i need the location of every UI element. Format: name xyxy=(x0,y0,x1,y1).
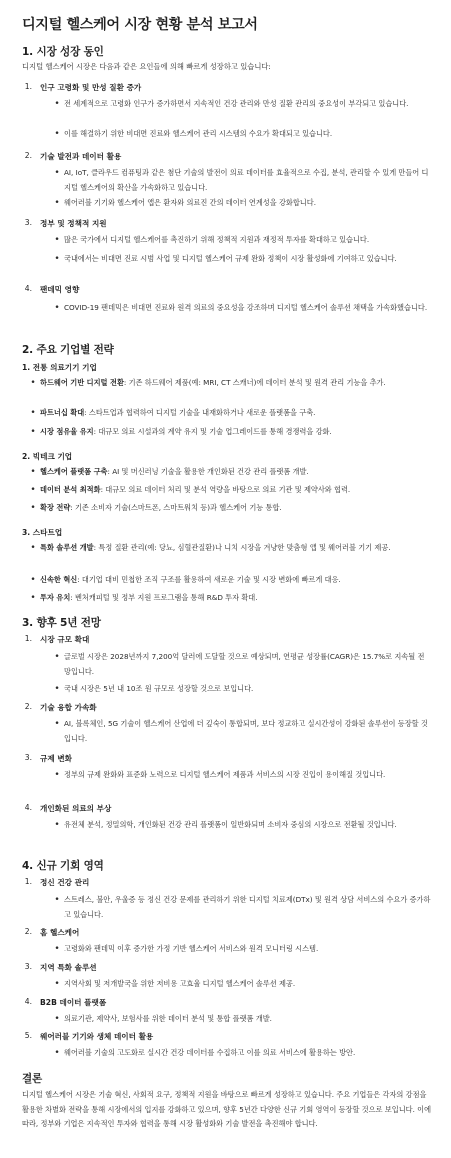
list-item: • 의료기관, 제약사, 보험사를 위한 데이터 분석 및 통합 플랫폼 개발. xyxy=(50,1012,431,1027)
section-intro: 디지털 헬스케어 시장은 다음과 같은 요인들에 의해 빠르게 성장하고 있습니다: xyxy=(22,62,271,71)
list-item: • AI, 블록체인, 5G 기술이 헬스케어 산업에 더 깊숙이 통합되며, 보다 정교하고 실시간성이 강화된 솔루션이 등장할 것입니다. xyxy=(50,717,431,746)
list-item: • 지역사회 및 저개발국을 위한 저비용 고효율 디지털 헬스케어 솔루션 제공. xyxy=(50,977,431,992)
list-item: • 데이터 분석 최적화: 대규모 의료 데이터 처리 및 분석 역량을 바탕으로 의료 기관 및 제약사와 협력. xyxy=(26,483,431,498)
page-title: 디지털 헬스케어 시장 현황 분석 보고서 xyxy=(22,17,258,33)
list-item: • 정부의 규제 완화와 표준화 노력으로 디지털 헬스케어 제품과 서비스의 시장 진입이 용이해질 것입니다. xyxy=(50,768,431,783)
bullet-icon: • xyxy=(30,543,36,553)
bullet-icon: • xyxy=(54,254,60,264)
list-item: • 많은 국가에서 디지털 헬스케어를 촉진하기 위해 정책적 지원과 재정적 투자를 확대하고 있습니다. xyxy=(50,233,431,248)
group-title: 1. 전통 의료기기 기업 xyxy=(22,363,97,372)
list-item-title: 3. 정부 및 정책적 지원 xyxy=(24,218,107,228)
section-heading-growth-drivers: 1. 시장 성장 동인 xyxy=(22,46,104,58)
list-item: • 유전체 분석, 정밀의학, 개인화된 건강 관리 플랫폼이 일반화되며 소비자 중심의 시장으로 전환될 것입니다. xyxy=(50,818,431,833)
bullet-icon: • xyxy=(30,485,36,495)
group-title: 2. 빅테크 기업 xyxy=(22,452,73,461)
bullet-icon: • xyxy=(54,895,60,905)
list-item-title: 2. 홈 헬스케어 xyxy=(24,927,80,937)
list-item: • 이를 해결하기 위한 비대면 진료와 헬스케어 관리 시스템의 수요가 확대되고 있습니다. xyxy=(50,127,431,142)
list-item: • 신속한 혁신: 대기업 대비 민첩한 조직 구조를 활용하여 새로운 기술 및 시장 변화에 빠르게 대응. xyxy=(26,573,431,588)
list-item: • COVID-19 팬데믹은 비대면 진료와 원격 의료의 중요성을 강조하며 디지털 헬스케어 솔루션 채택을 가속화했습니다. xyxy=(50,301,431,316)
list-item: • 고령화와 팬데믹 이후 증가한 가정 기반 헬스케어 서비스와 원격 모니터링 시스템. xyxy=(50,942,431,957)
list-item: • AI, IoT, 클라우드 컴퓨팅과 같은 첨단 기술의 발전이 의료 데이터를 효율적으로 수집, 분석, 관리할 수 있게 만들어 디지털 헬스케어의 확산을 가속화하고 있습니다. xyxy=(50,166,431,195)
list-item: • 글로벌 시장은 2028년까지 7,200억 달러에 도달할 것으로 예상되며, 연평균 성장률(CAGR)은 15.7%로 지속될 전망입니다. xyxy=(50,650,431,679)
list-item: • 시장 점유율 유지: 대규모 의료 시설과의 계약 유지 및 기술 업그레이드를 통해 경쟁력을 강화. xyxy=(26,425,431,440)
list-item-title: 4. 팬데믹 영향 xyxy=(24,284,80,294)
list-item-title: 2. 기술 융합 가속화 xyxy=(24,702,97,712)
list-item: • 하드웨어 기반 디지털 전환: 기존 하드웨어 제품(예: MRI, CT 스캐너)에 데이터 분석 및 원격 관리 기능을 추가. xyxy=(26,376,431,391)
bullet-icon: • xyxy=(54,820,60,830)
bullet-icon: • xyxy=(54,770,60,780)
list-item: • 투자 유치: 벤처캐피털 및 정부 지원 프로그램을 통해 R&D 투자 확대. xyxy=(26,591,431,606)
bullet-icon: • xyxy=(54,1048,60,1058)
list-item: • 스트레스, 불안, 우울증 등 정신 건강 문제를 관리하기 위한 디지털 치료제(DTx) 및 원격 상담 서비스의 수요가 증가하고 있습니다. xyxy=(50,893,431,922)
bullet-icon: • xyxy=(30,378,36,388)
bullet-icon: • xyxy=(54,1014,60,1024)
list-item: • 특화 솔루션 개발: 특정 질환 관리(예: 당뇨, 심혈관질환)나 니치 시장을 겨냥한 맞춤형 앱 및 웨어러블 기기 제공. xyxy=(26,541,431,556)
section-heading-five-year-outlook: 3. 향후 5년 전망 xyxy=(22,617,101,629)
list-item-title: 1. 시장 규모 확대 xyxy=(24,634,90,644)
bullet-icon: • xyxy=(54,198,60,208)
list-item-title: 1. 인구 고령화 및 만성 질환 증가 xyxy=(24,82,142,92)
section-heading-company-strategies: 2. 주요 기업별 전략 xyxy=(22,344,114,356)
list-item-title: 4. B2B 데이터 플랫폼 xyxy=(24,997,107,1007)
bullet-icon: • xyxy=(54,235,60,245)
list-item: • 파트너십 확대: 스타트업과 협력하여 디지털 기술을 내재화하거나 새로운 플랫폼을 구축. xyxy=(26,406,431,421)
bullet-icon: • xyxy=(54,99,60,109)
list-item-title: 3. 지역 특화 솔루션 xyxy=(24,962,97,972)
list-item: • 웨어러블 기술의 고도화로 실시간 건강 데이터를 수집하고 이를 의료 서비스에 활용하는 방안. xyxy=(50,1046,431,1061)
bullet-icon: • xyxy=(54,979,60,989)
list-item-title: 5. 웨어러블 기기와 생체 데이터 활용 xyxy=(24,1031,154,1041)
section-heading-new-opportunities: 4. 신규 기회 영역 xyxy=(22,860,104,872)
list-item: • 헬스케어 플랫폼 구축: AI 및 머신러닝 기술을 활용한 개인화된 건강 관리 플랫폼 개발. xyxy=(26,465,431,480)
bullet-icon: • xyxy=(30,427,36,437)
list-item-title: 4. 개인화된 의료의 부상 xyxy=(24,803,112,813)
conclusion-text: 디지털 헬스케어 시장은 기술 혁신, 사회적 요구, 정책적 지원을 바탕으로 빠르게 성장하고 있습니다. 주요 기업들은 각자의 강점을 활용한 차별화 전략을 통해 시장에서의 입지를 강화하고 있으며, 향후 5년간 다양한 신규 기회 영역이 등장할 것으로 보입니다. 이에 따라, 정부와 기업은 지속적인 투자와 협력을 통해 시장 활성화와 기술 발전을 촉진해야 합니다. xyxy=(22,1090,432,1128)
bullet-icon: • xyxy=(54,684,60,694)
list-item: • 확장 전략: 기존 소비자 기술(스마트폰, 스마트워치 등)과 헬스케어 기능 통합. xyxy=(26,501,431,516)
list-item: • 국내에서는 비대면 진료 시범 사업 및 디지털 헬스케어 규제 완화 정책이 시장 활성화에 기여하고 있습니다. xyxy=(50,252,431,267)
bullet-icon: • xyxy=(54,303,60,313)
bullet-icon: • xyxy=(54,652,60,662)
bullet-icon: • xyxy=(30,593,36,603)
bullet-icon: • xyxy=(54,168,60,178)
bullet-icon: • xyxy=(30,575,36,585)
list-item-title: 1. 정신 건강 관리 xyxy=(24,877,90,887)
group-title: 3. 스타트업 xyxy=(22,528,63,537)
list-item: • 국내 시장은 5년 내 10조 원 규모로 성장할 것으로 보입니다. xyxy=(50,682,431,697)
bullet-icon: • xyxy=(30,503,36,513)
list-item: • 전 세계적으로 고령화 인구가 증가하면서 지속적인 건강 관리와 만성 질환 관리의 중요성이 부각되고 있습니다. xyxy=(50,97,431,112)
bullet-icon: • xyxy=(54,129,60,139)
section-heading-conclusion: 결론 xyxy=(22,1073,43,1085)
bullet-icon: • xyxy=(54,944,60,954)
bullet-icon: • xyxy=(54,719,60,729)
list-item-title: 3. 규제 변화 xyxy=(24,753,72,763)
bullet-icon: • xyxy=(30,467,36,477)
list-item: • 웨어러블 기기와 헬스케어 앱은 환자와 의료진 간의 데이터 연계성을 강화합니다. xyxy=(50,196,431,211)
bullet-icon: • xyxy=(30,408,36,418)
list-item-title: 2. 기술 발전과 데이터 활용 xyxy=(24,151,122,161)
